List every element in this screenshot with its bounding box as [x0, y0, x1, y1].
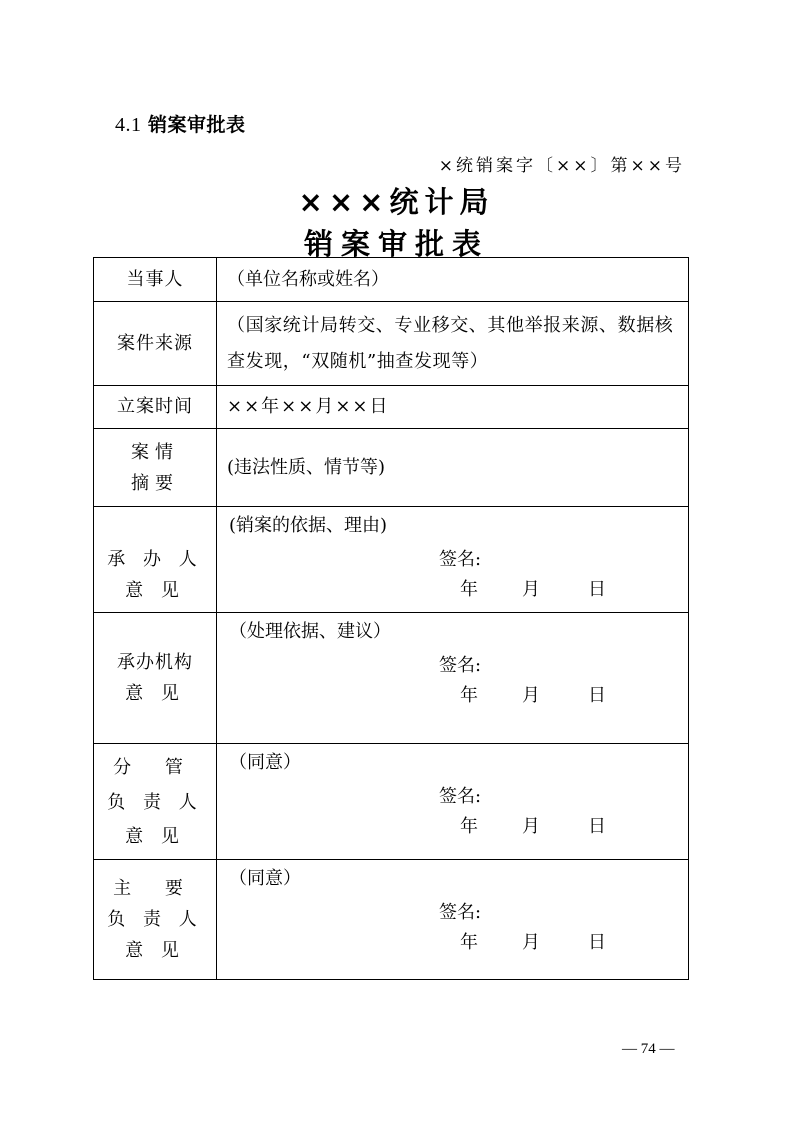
signature-date [460, 575, 606, 605]
label-handler-line2: 意 见 [125, 580, 185, 601]
row-source [94, 302, 689, 386]
label-principal-line3: 意 见 [125, 940, 185, 961]
label-source: 案件来源 [94, 302, 217, 386]
date-day: 日 [588, 932, 606, 953]
label-principal-line2: 负 责 人 [107, 909, 203, 930]
value-party: （单位名称或姓名） [217, 258, 689, 302]
approval-form-table [93, 257, 689, 980]
row-org-opinion [94, 613, 689, 744]
date-month: 月 [522, 932, 540, 953]
label-principal-line1: 主 要 [113, 878, 197, 899]
row-party [94, 258, 689, 302]
opinion-principal-text: （同意） [229, 868, 301, 889]
opinion-supervisor [217, 744, 689, 860]
row-principal-opinion [94, 860, 689, 980]
signature-label: 签名: [439, 786, 482, 807]
signature-date [460, 928, 606, 958]
page-number: — 74 — [622, 1041, 675, 1057]
label-summary-line2: 摘要 [131, 472, 179, 494]
row-supervisor-opinion [94, 744, 689, 860]
label-supervisor [94, 744, 217, 860]
section-heading [115, 110, 246, 137]
label-principal [94, 860, 217, 980]
label-org-line1: 承办机构 [117, 652, 193, 673]
opinion-supervisor-text: （同意） [229, 752, 301, 773]
signature-label: 签名: [439, 655, 482, 676]
opinion-handler [217, 507, 689, 613]
opinion-handler-text: (销案的依据、理由) [229, 515, 388, 536]
label-supervisor-line3: 意 见 [125, 825, 185, 847]
section-title: 销案审批表 [148, 114, 246, 136]
form-title: 销案审批表 [303, 227, 489, 261]
row-handler-opinion [94, 507, 689, 613]
section-number: 4.1 [115, 114, 142, 136]
date-day: 日 [588, 685, 606, 706]
date-year: 年 [460, 816, 478, 837]
bureau-title: ×××统计局 [298, 185, 495, 219]
label-handler-line1: 承 办 人 [107, 549, 203, 570]
document-number: ×统销案字〔××〕第××号 [438, 156, 685, 176]
label-supervisor-line1: 分 管 [113, 756, 197, 778]
signature-label: 签名: [439, 902, 482, 923]
label-handler [94, 507, 217, 613]
label-party: 当事人 [94, 258, 217, 302]
date-year: 年 [460, 579, 478, 600]
label-org [94, 613, 217, 744]
date-day: 日 [588, 816, 606, 837]
label-summary [94, 429, 217, 507]
date-day: 日 [588, 579, 606, 600]
row-filing-date [94, 386, 689, 429]
date-month: 月 [522, 816, 540, 837]
label-supervisor-line2: 负 责 人 [107, 791, 203, 813]
signature-label: 签名: [439, 549, 482, 570]
opinion-org-text: （处理依据、建议） [229, 621, 391, 642]
signature-date [460, 681, 606, 711]
opinion-principal [217, 860, 689, 980]
date-month: 月 [522, 685, 540, 706]
label-org-line2: 意 见 [125, 683, 185, 704]
date-year: 年 [460, 685, 478, 706]
row-summary [94, 429, 689, 507]
value-summary: (违法性质、情节等) [217, 429, 689, 507]
signature-date [460, 812, 606, 842]
date-year: 年 [460, 932, 478, 953]
label-summary-line1: 案情 [131, 441, 179, 463]
label-filing-date: 立案时间 [94, 386, 217, 429]
value-source: （国家统计局转交、专业移交、其他举报来源、数据核查发现，“双随机”抽查发现等） [217, 302, 689, 386]
opinion-org [217, 613, 689, 744]
value-filing-date: ××年××月××日 [217, 386, 689, 429]
date-month: 月 [522, 579, 540, 600]
